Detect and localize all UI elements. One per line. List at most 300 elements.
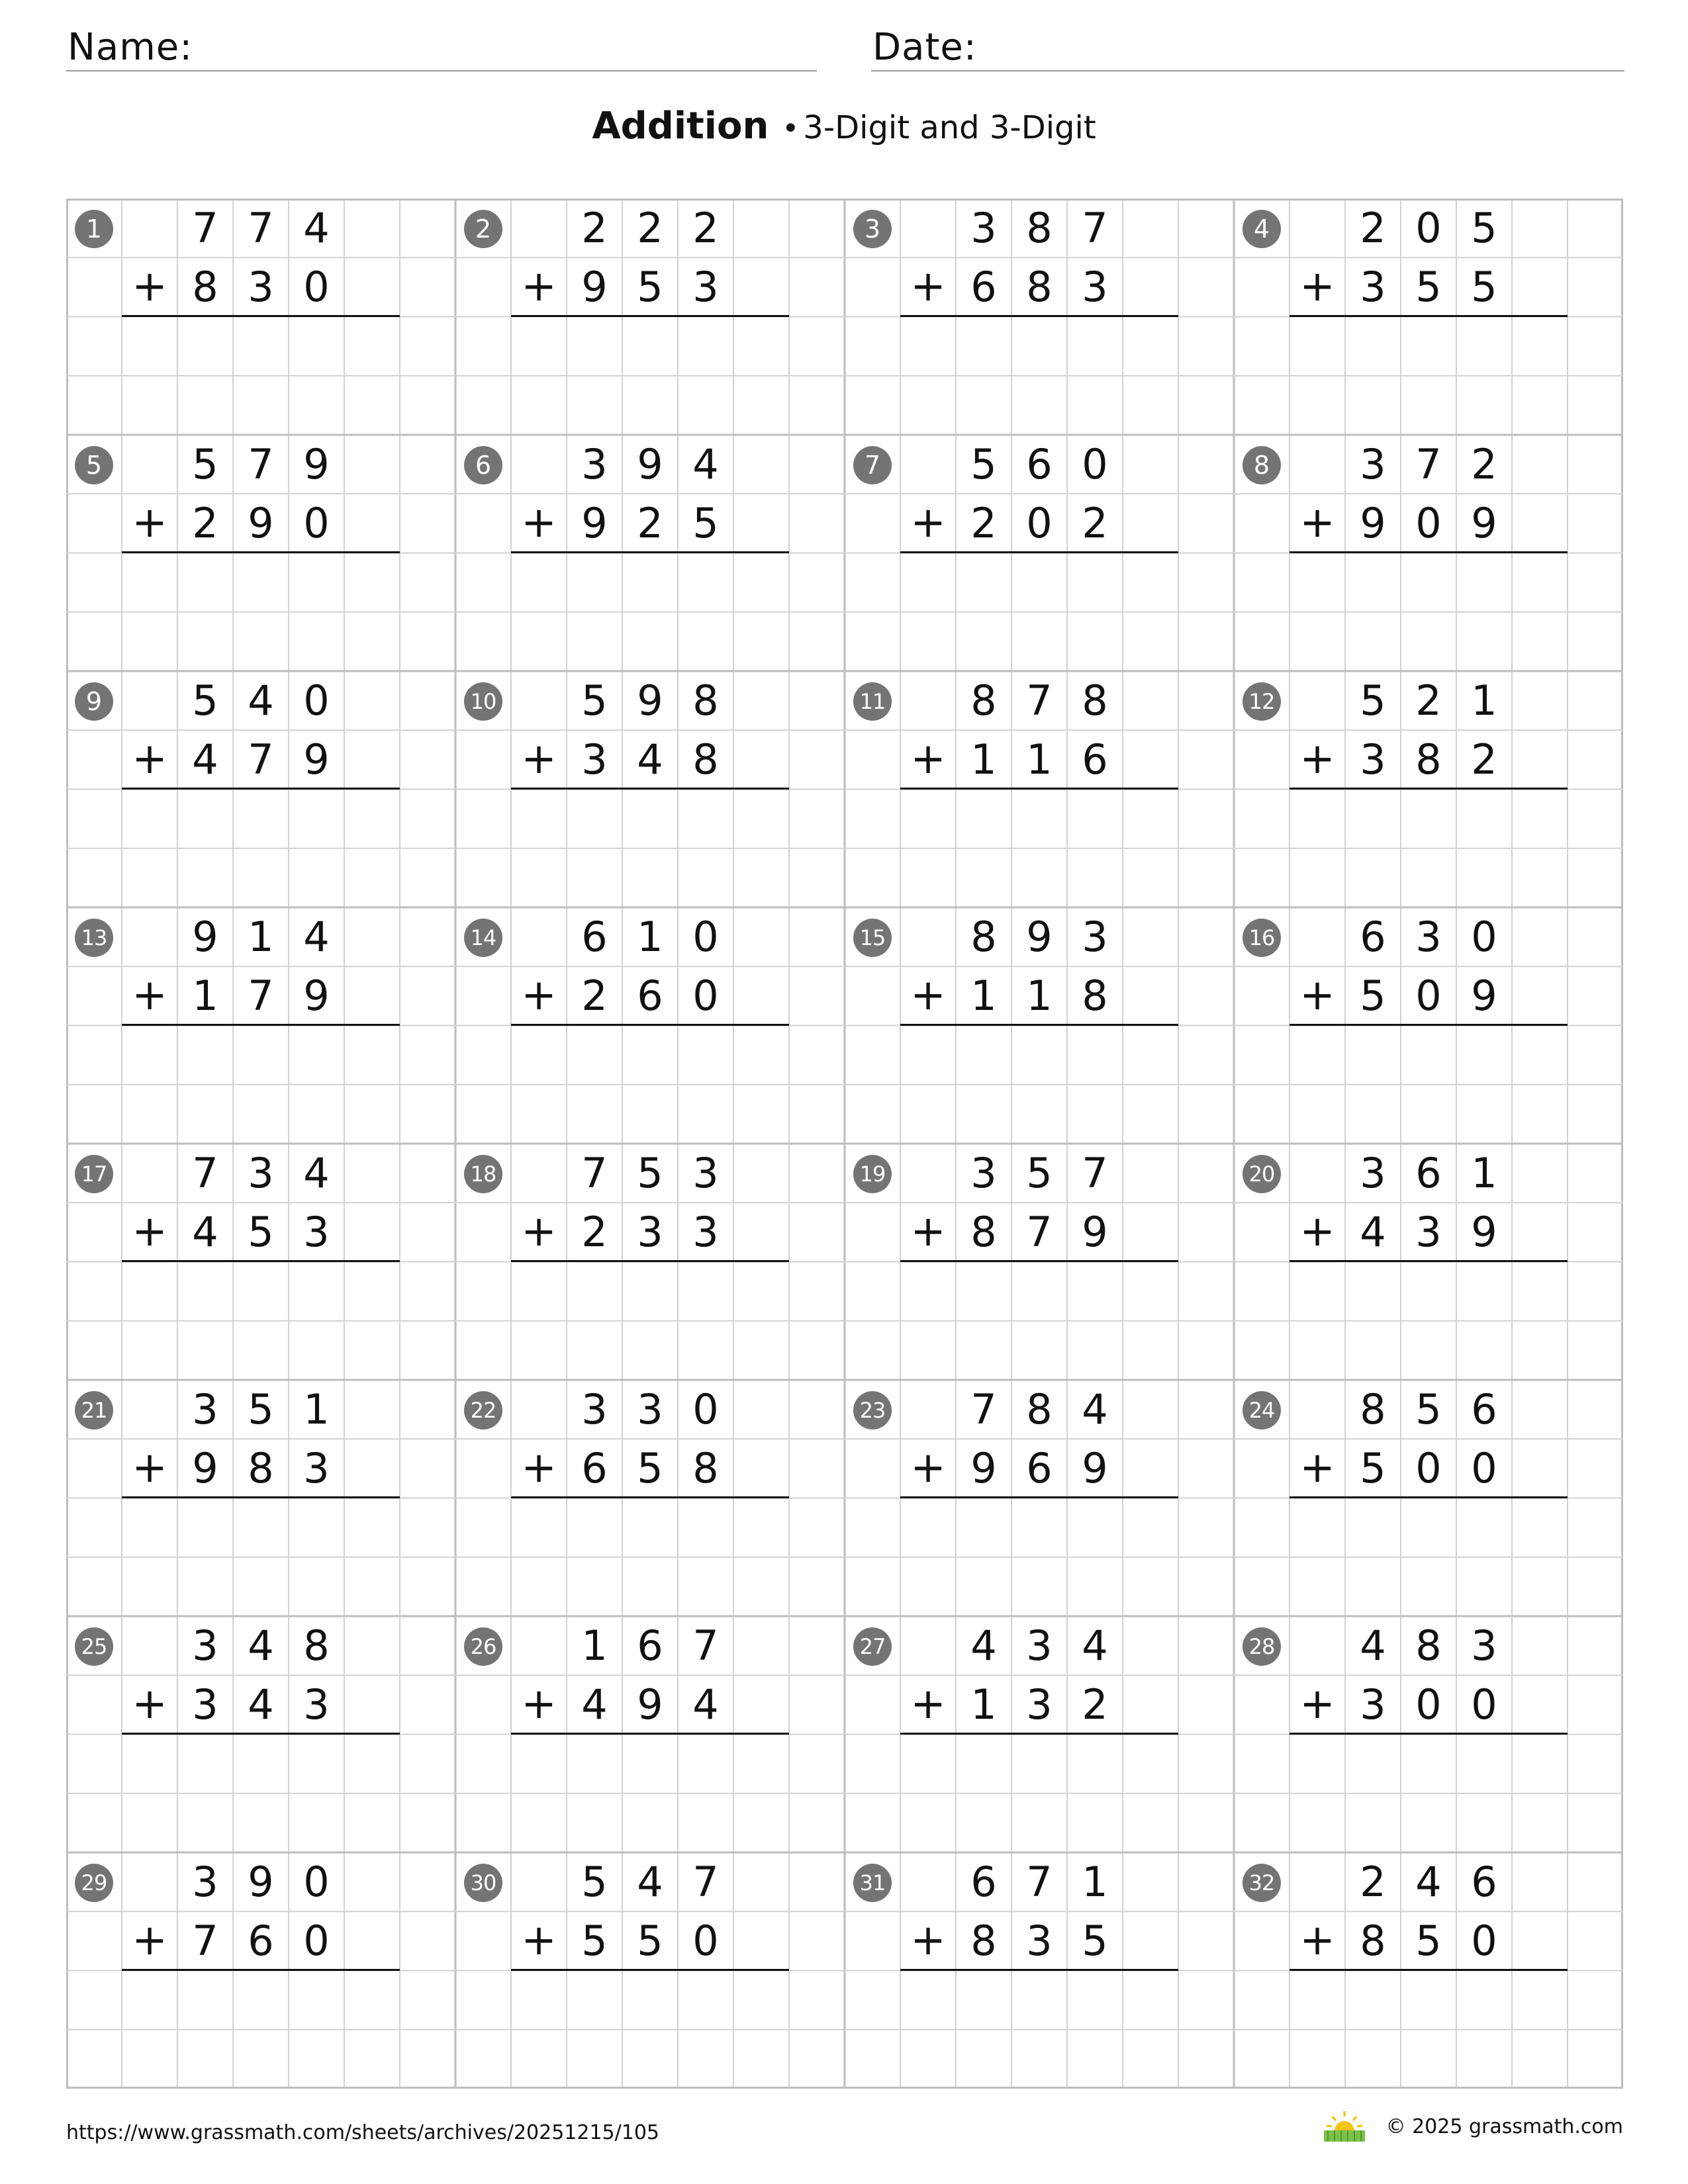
addend-bottom-digit: 8 <box>1360 1917 1386 1966</box>
addend-top-digit: 3 <box>692 1149 719 1197</box>
addend-top-digit: 7 <box>1082 204 1108 252</box>
addend-top-digit: 8 <box>970 913 997 961</box>
addend-bottom-digit: 0 <box>692 972 719 1021</box>
sum-underline <box>511 1024 789 1026</box>
name-label: Name: <box>68 26 193 69</box>
problem-3 <box>845 199 1234 435</box>
problem-number-badge: 31 <box>853 1864 892 1902</box>
problem-32 <box>1234 1852 1623 2089</box>
problem-29 <box>66 1852 455 2089</box>
plus-sign: + <box>1299 1916 1335 1965</box>
addend-top-digit: 5 <box>1360 676 1386 725</box>
plus-sign: + <box>132 1680 167 1729</box>
addend-top-digit: 2 <box>1360 1858 1386 1906</box>
addend-top-digit: 3 <box>1082 913 1108 961</box>
copyright-text: © 2025 grassmath.com <box>1385 2115 1623 2138</box>
addend-top-digit: 1 <box>248 913 274 961</box>
addend-bottom-digit: 8 <box>192 263 218 312</box>
sum-underline <box>511 1969 789 1971</box>
problem-number-badge: 8 <box>1243 446 1281 484</box>
problem-number-badge: 23 <box>853 1391 892 1430</box>
sum-underline <box>1289 1496 1568 1498</box>
worksheet-title <box>0 105 1688 148</box>
addend-bottom-digit: 5 <box>1360 972 1386 1021</box>
addend-bottom-digit: 8 <box>248 1444 274 1493</box>
plus-sign: + <box>910 971 946 1020</box>
plus-sign: + <box>1299 1443 1335 1492</box>
addend-top-digit: 7 <box>692 1621 719 1670</box>
plus-sign: + <box>132 971 167 1020</box>
addend-bottom-digit: 0 <box>1471 1444 1497 1493</box>
problem-19 <box>845 1144 1234 1380</box>
sum-underline <box>511 551 789 553</box>
problem-26 <box>455 1616 845 1852</box>
addend-bottom-digit: 5 <box>1471 263 1497 312</box>
addend-bottom-digit: 7 <box>248 735 274 784</box>
addend-bottom-digit: 5 <box>1082 1917 1108 1966</box>
addend-top-digit: 3 <box>970 1149 997 1197</box>
addend-top-digit: 4 <box>1415 1858 1442 1906</box>
addend-bottom-digit: 0 <box>1415 972 1442 1021</box>
sum-underline <box>1289 1024 1568 1026</box>
problem-15 <box>845 907 1234 1144</box>
addend-top-digit: 4 <box>970 1621 997 1670</box>
addend-top-digit: 6 <box>637 1621 663 1670</box>
addend-bottom-digit: 3 <box>1415 1208 1442 1257</box>
addend-bottom-digit: 9 <box>1471 972 1497 1021</box>
plus-sign: + <box>1299 498 1335 547</box>
problem-number-badge: 11 <box>853 682 892 721</box>
addend-top-digit: 7 <box>970 1385 997 1433</box>
problem-number-badge: 13 <box>75 919 113 957</box>
sum-underline <box>122 788 400 790</box>
addend-top-digit: 5 <box>248 1385 274 1433</box>
addend-bottom-digit: 9 <box>970 1444 997 1493</box>
addend-bottom-digit: 8 <box>692 1444 719 1493</box>
addend-top-digit: 3 <box>1360 1149 1386 1197</box>
addend-bottom-digit: 4 <box>692 1680 719 1729</box>
addend-bottom-digit: 5 <box>1415 263 1442 312</box>
addend-bottom-digit: 3 <box>303 1680 330 1729</box>
addend-bottom-digit: 1 <box>970 972 997 1021</box>
problem-number-badge: 17 <box>75 1155 113 1193</box>
addend-bottom-digit: 2 <box>581 972 608 1021</box>
addend-top-digit: 5 <box>581 676 608 725</box>
addend-bottom-digit: 6 <box>1026 1444 1053 1493</box>
addend-bottom-digit: 3 <box>1026 1680 1053 1729</box>
sum-underline <box>1289 1733 1568 1735</box>
plus-sign: + <box>910 1443 946 1492</box>
addend-top-digit: 4 <box>1360 1621 1386 1670</box>
sum-underline <box>122 315 400 317</box>
addend-bottom-digit: 5 <box>637 1917 663 1966</box>
addend-bottom-digit: 0 <box>1415 1444 1442 1493</box>
addend-top-digit: 2 <box>1415 676 1442 725</box>
addend-top-digit: 7 <box>248 440 274 488</box>
addend-top-digit: 4 <box>637 1858 663 1906</box>
addend-bottom-digit: 3 <box>1082 263 1108 312</box>
addend-top-digit: 5 <box>637 1149 663 1197</box>
addend-bottom-digit: 8 <box>970 1208 997 1257</box>
addend-top-digit: 4 <box>1082 1621 1108 1670</box>
addend-bottom-digit: 9 <box>637 1680 663 1729</box>
addend-top-digit: 2 <box>692 204 719 252</box>
sum-underline <box>1289 315 1568 317</box>
addend-bottom-digit: 0 <box>1471 1680 1497 1729</box>
addend-top-digit: 7 <box>581 1149 608 1197</box>
plus-sign: + <box>1299 971 1335 1020</box>
addend-bottom-digit: 0 <box>303 1917 330 1966</box>
problem-number-badge: 24 <box>1243 1391 1281 1430</box>
problem-number-badge: 5 <box>75 446 113 484</box>
problem-12 <box>1234 671 1623 907</box>
addend-bottom-digit: 8 <box>1082 972 1108 1021</box>
addend-top-digit: 8 <box>1026 204 1053 252</box>
title-main: Addition <box>592 105 769 148</box>
problem-number-badge: 16 <box>1243 919 1281 957</box>
sum-underline <box>900 788 1178 790</box>
addend-bottom-digit: 6 <box>1082 735 1108 784</box>
sum-underline <box>122 551 400 553</box>
plus-sign: + <box>521 1680 557 1729</box>
addend-bottom-digit: 5 <box>692 499 719 548</box>
addend-top-digit: 9 <box>637 440 663 488</box>
addend-bottom-digit: 9 <box>581 499 608 548</box>
addend-top-digit: 9 <box>303 440 330 488</box>
addend-bottom-digit: 3 <box>692 1208 719 1257</box>
problem-number-badge: 7 <box>853 446 892 484</box>
addend-bottom-digit: 3 <box>1360 263 1386 312</box>
addend-top-digit: 5 <box>1026 1149 1053 1197</box>
problem-4 <box>1234 199 1623 435</box>
plus-sign: + <box>521 1443 557 1492</box>
addend-top-digit: 5 <box>192 676 218 725</box>
addend-bottom-digit: 2 <box>1082 1680 1108 1729</box>
addend-bottom-digit: 3 <box>692 263 719 312</box>
problem-number-badge: 21 <box>75 1391 113 1430</box>
addend-bottom-digit: 3 <box>637 1208 663 1257</box>
addend-top-digit: 9 <box>192 913 218 961</box>
plus-sign: + <box>132 1443 167 1492</box>
sum-underline <box>1289 1260 1568 1262</box>
addend-bottom-digit: 4 <box>248 1680 274 1729</box>
problem-number-badge: 10 <box>464 682 502 721</box>
addend-top-digit: 3 <box>192 1385 218 1433</box>
addend-bottom-digit: 6 <box>637 972 663 1021</box>
problem-25 <box>66 1616 455 1852</box>
problem-27 <box>845 1616 1234 1852</box>
addend-bottom-digit: 4 <box>581 1680 608 1729</box>
addend-top-digit: 3 <box>192 1621 218 1670</box>
problem-17 <box>66 1144 455 1380</box>
addend-top-digit: 8 <box>692 676 719 725</box>
addend-bottom-digit: 3 <box>1360 1680 1386 1729</box>
plus-sign: + <box>910 1680 946 1729</box>
plus-sign: + <box>1299 262 1335 311</box>
problem-18 <box>455 1144 845 1380</box>
problem-number-badge: 1 <box>75 210 113 248</box>
addend-bottom-digit: 9 <box>192 1444 218 1493</box>
problem-8 <box>1234 435 1623 671</box>
problem-number-badge: 2 <box>464 210 502 248</box>
addend-top-digit: 0 <box>692 913 719 961</box>
problem-number-badge: 22 <box>464 1391 502 1430</box>
addend-bottom-digit: 5 <box>637 263 663 312</box>
addend-bottom-digit: 4 <box>1360 1208 1386 1257</box>
problem-14 <box>455 907 845 1144</box>
plus-sign: + <box>1299 1680 1335 1729</box>
addend-bottom-digit: 0 <box>1415 499 1442 548</box>
problem-11 <box>845 671 1234 907</box>
date-field[interactable] <box>871 24 1624 71</box>
plus-sign: + <box>521 498 557 547</box>
addend-bottom-digit: 5 <box>1415 1917 1442 1966</box>
addend-top-digit: 8 <box>1082 676 1108 725</box>
addend-top-digit: 6 <box>1026 440 1053 488</box>
sum-underline <box>122 1733 400 1735</box>
problem-number-badge: 15 <box>853 919 892 957</box>
plus-sign: + <box>132 498 167 547</box>
problem-2 <box>455 199 845 435</box>
problem-31 <box>845 1852 1234 2089</box>
addend-top-digit: 9 <box>637 676 663 725</box>
problem-20 <box>1234 1144 1623 1380</box>
addend-bottom-digit: 3 <box>248 263 274 312</box>
addend-bottom-digit: 9 <box>1471 499 1497 548</box>
addend-bottom-digit: 8 <box>970 1917 997 1966</box>
addend-top-digit: 0 <box>303 676 330 725</box>
addend-top-digit: 4 <box>248 676 274 725</box>
addend-top-digit: 3 <box>248 1149 274 1197</box>
problem-number-badge: 12 <box>1243 682 1281 721</box>
addend-bottom-digit: 8 <box>1026 263 1053 312</box>
addend-bottom-digit: 2 <box>581 1208 608 1257</box>
plus-sign: + <box>521 1207 557 1256</box>
addend-top-digit: 0 <box>1415 204 1442 252</box>
addend-bottom-digit: 3 <box>192 1680 218 1729</box>
addend-bottom-digit: 1 <box>970 735 997 784</box>
problem-number-badge: 20 <box>1243 1155 1281 1193</box>
addend-top-digit: 3 <box>581 440 608 488</box>
addend-top-digit: 2 <box>1471 440 1497 488</box>
addend-top-digit: 1 <box>581 1621 608 1670</box>
addend-bottom-digit: 0 <box>1471 1917 1497 1966</box>
problem-16 <box>1234 907 1623 1144</box>
addend-top-digit: 2 <box>1360 204 1386 252</box>
addend-top-digit: 5 <box>192 440 218 488</box>
addend-top-digit: 7 <box>1026 676 1053 725</box>
problem-number-badge: 28 <box>1243 1627 1281 1666</box>
plus-sign: + <box>132 735 167 784</box>
addend-bottom-digit: 8 <box>1415 735 1442 784</box>
addend-bottom-digit: 3 <box>1360 735 1386 784</box>
addend-top-digit: 3 <box>1415 913 1442 961</box>
addend-bottom-digit: 9 <box>303 735 330 784</box>
plus-sign: + <box>132 262 167 311</box>
addend-top-digit: 6 <box>1471 1858 1497 1906</box>
addend-bottom-digit: 1 <box>1026 735 1053 784</box>
addend-bottom-digit: 0 <box>1026 499 1053 548</box>
addend-top-digit: 4 <box>692 440 719 488</box>
addend-top-digit: 2 <box>581 204 608 252</box>
problem-number-badge: 9 <box>75 682 113 721</box>
addend-bottom-digit: 3 <box>303 1444 330 1493</box>
problem-6 <box>455 435 845 671</box>
addend-top-digit: 3 <box>581 1385 608 1433</box>
addend-top-digit: 8 <box>970 676 997 725</box>
addend-bottom-digit: 9 <box>581 263 608 312</box>
sum-underline <box>122 1024 400 1026</box>
addend-bottom-digit: 7 <box>1026 1208 1053 1257</box>
addend-top-digit: 8 <box>303 1621 330 1670</box>
problem-24 <box>1234 1380 1623 1616</box>
addend-top-digit: 0 <box>303 1858 330 1906</box>
addend-bottom-digit: 2 <box>192 499 218 548</box>
addend-bottom-digit: 5 <box>1360 1444 1386 1493</box>
sum-underline <box>511 788 789 790</box>
problem-1 <box>66 199 455 435</box>
problem-number-badge: 14 <box>464 919 502 957</box>
date-label: Date: <box>872 26 977 69</box>
problem-21 <box>66 1380 455 1616</box>
addend-bottom-digit: 4 <box>637 735 663 784</box>
addend-top-digit: 3 <box>970 204 997 252</box>
problem-23 <box>845 1380 1234 1616</box>
addend-top-digit: 3 <box>1360 440 1386 488</box>
addend-top-digit: 3 <box>1471 1621 1497 1670</box>
problem-22 <box>455 1380 845 1616</box>
addend-top-digit: 5 <box>1415 1385 1442 1433</box>
addend-bottom-digit: 4 <box>192 1208 218 1257</box>
addend-bottom-digit: 2 <box>637 499 663 548</box>
sum-underline <box>900 1496 1178 1498</box>
addend-top-digit: 1 <box>303 1385 330 1433</box>
addend-bottom-digit: 2 <box>970 499 997 548</box>
addend-top-digit: 5 <box>1471 204 1497 252</box>
addend-top-digit: 7 <box>192 204 218 252</box>
sum-underline <box>511 1496 789 1498</box>
problem-number-badge: 4 <box>1243 210 1281 248</box>
problem-number-badge: 32 <box>1243 1864 1281 1902</box>
addend-top-digit: 6 <box>1360 913 1386 961</box>
problem-9 <box>66 671 455 907</box>
addend-top-digit: 8 <box>1360 1385 1386 1433</box>
sun-over-grass-icon <box>1321 2110 1368 2143</box>
addend-top-digit: 8 <box>1415 1621 1442 1670</box>
addend-bottom-digit: 2 <box>1082 499 1108 548</box>
addend-top-digit: 1 <box>1471 1149 1497 1197</box>
sum-underline <box>122 1260 400 1262</box>
sum-underline <box>1289 788 1568 790</box>
problem-number-badge: 18 <box>464 1155 502 1193</box>
sum-underline <box>511 1733 789 1735</box>
addend-top-digit: 7 <box>192 1149 218 1197</box>
addend-top-digit: 6 <box>1471 1385 1497 1433</box>
problem-number-badge: 3 <box>853 210 892 248</box>
sum-underline <box>122 1496 400 1498</box>
addend-bottom-digit: 9 <box>1360 499 1386 548</box>
plus-sign: + <box>521 1916 557 1965</box>
addend-bottom-digit: 0 <box>692 1917 719 1966</box>
title-subtitle: 3-Digit and 3-Digit <box>803 109 1096 146</box>
addend-top-digit: 4 <box>303 1149 330 1197</box>
addend-bottom-digit: 4 <box>192 735 218 784</box>
addend-bottom-digit: 9 <box>1082 1444 1108 1493</box>
footer-url: https://www.grassmath.com/sheets/archives/20251215/105 <box>66 2121 660 2144</box>
addend-bottom-digit: 6 <box>581 1444 608 1493</box>
addend-bottom-digit: 5 <box>637 1444 663 1493</box>
addend-top-digit: 0 <box>1471 913 1497 961</box>
addend-bottom-digit: 8 <box>692 735 719 784</box>
sum-underline <box>1289 1969 1568 1971</box>
addend-bottom-digit: 6 <box>970 263 997 312</box>
addend-bottom-digit: 7 <box>248 972 274 1021</box>
addend-bottom-digit: 1 <box>970 1680 997 1729</box>
problem-5 <box>66 435 455 671</box>
addend-top-digit: 7 <box>248 204 274 252</box>
plus-sign: + <box>521 735 557 784</box>
addend-top-digit: 6 <box>1415 1149 1442 1197</box>
addend-top-digit: 5 <box>581 1858 608 1906</box>
title-separator: • <box>782 112 800 146</box>
problem-28 <box>1234 1616 1623 1852</box>
problem-30 <box>455 1852 845 2089</box>
name-field[interactable] <box>66 24 817 71</box>
addend-top-digit: 0 <box>1082 440 1108 488</box>
addend-top-digit: 3 <box>637 1385 663 1433</box>
problem-grid <box>66 199 1623 2089</box>
sum-underline <box>900 1733 1178 1735</box>
addend-top-digit: 7 <box>1082 1149 1108 1197</box>
sum-underline <box>511 315 789 317</box>
addend-top-digit: 9 <box>248 1858 274 1906</box>
addend-top-digit: 4 <box>303 204 330 252</box>
addend-bottom-digit: 3 <box>1026 1917 1053 1966</box>
addend-bottom-digit: 0 <box>303 499 330 548</box>
addend-top-digit: 7 <box>692 1858 719 1906</box>
addend-top-digit: 7 <box>1026 1858 1053 1906</box>
problem-number-badge: 6 <box>464 446 502 484</box>
plus-sign: + <box>1299 735 1335 784</box>
addend-top-digit: 4 <box>1082 1385 1108 1433</box>
problem-number-badge: 26 <box>464 1627 502 1666</box>
plus-sign: + <box>132 1207 167 1256</box>
sum-underline <box>900 1260 1178 1262</box>
addend-top-digit: 3 <box>1026 1621 1053 1670</box>
addend-bottom-digit: 7 <box>192 1917 218 1966</box>
addend-top-digit: 4 <box>303 913 330 961</box>
addend-bottom-digit: 6 <box>248 1917 274 1966</box>
addend-bottom-digit: 3 <box>581 735 608 784</box>
plus-sign: + <box>910 262 946 311</box>
addend-top-digit: 3 <box>192 1858 218 1906</box>
problem-number-badge: 30 <box>464 1864 502 1902</box>
addend-bottom-digit: 1 <box>192 972 218 1021</box>
addend-top-digit: 1 <box>1082 1858 1108 1906</box>
addend-bottom-digit: 5 <box>248 1208 274 1257</box>
addend-top-digit: 6 <box>581 913 608 961</box>
addend-top-digit: 1 <box>637 913 663 961</box>
addend-bottom-digit: 1 <box>1026 972 1053 1021</box>
addend-bottom-digit: 9 <box>1082 1208 1108 1257</box>
plus-sign: + <box>910 498 946 547</box>
addend-bottom-digit: 0 <box>1415 1680 1442 1729</box>
addend-top-digit: 4 <box>248 1621 274 1670</box>
problem-number-badge: 27 <box>853 1627 892 1666</box>
addend-top-digit: 6 <box>970 1858 997 1906</box>
plus-sign: + <box>1299 1207 1335 1256</box>
plus-sign: + <box>910 1207 946 1256</box>
